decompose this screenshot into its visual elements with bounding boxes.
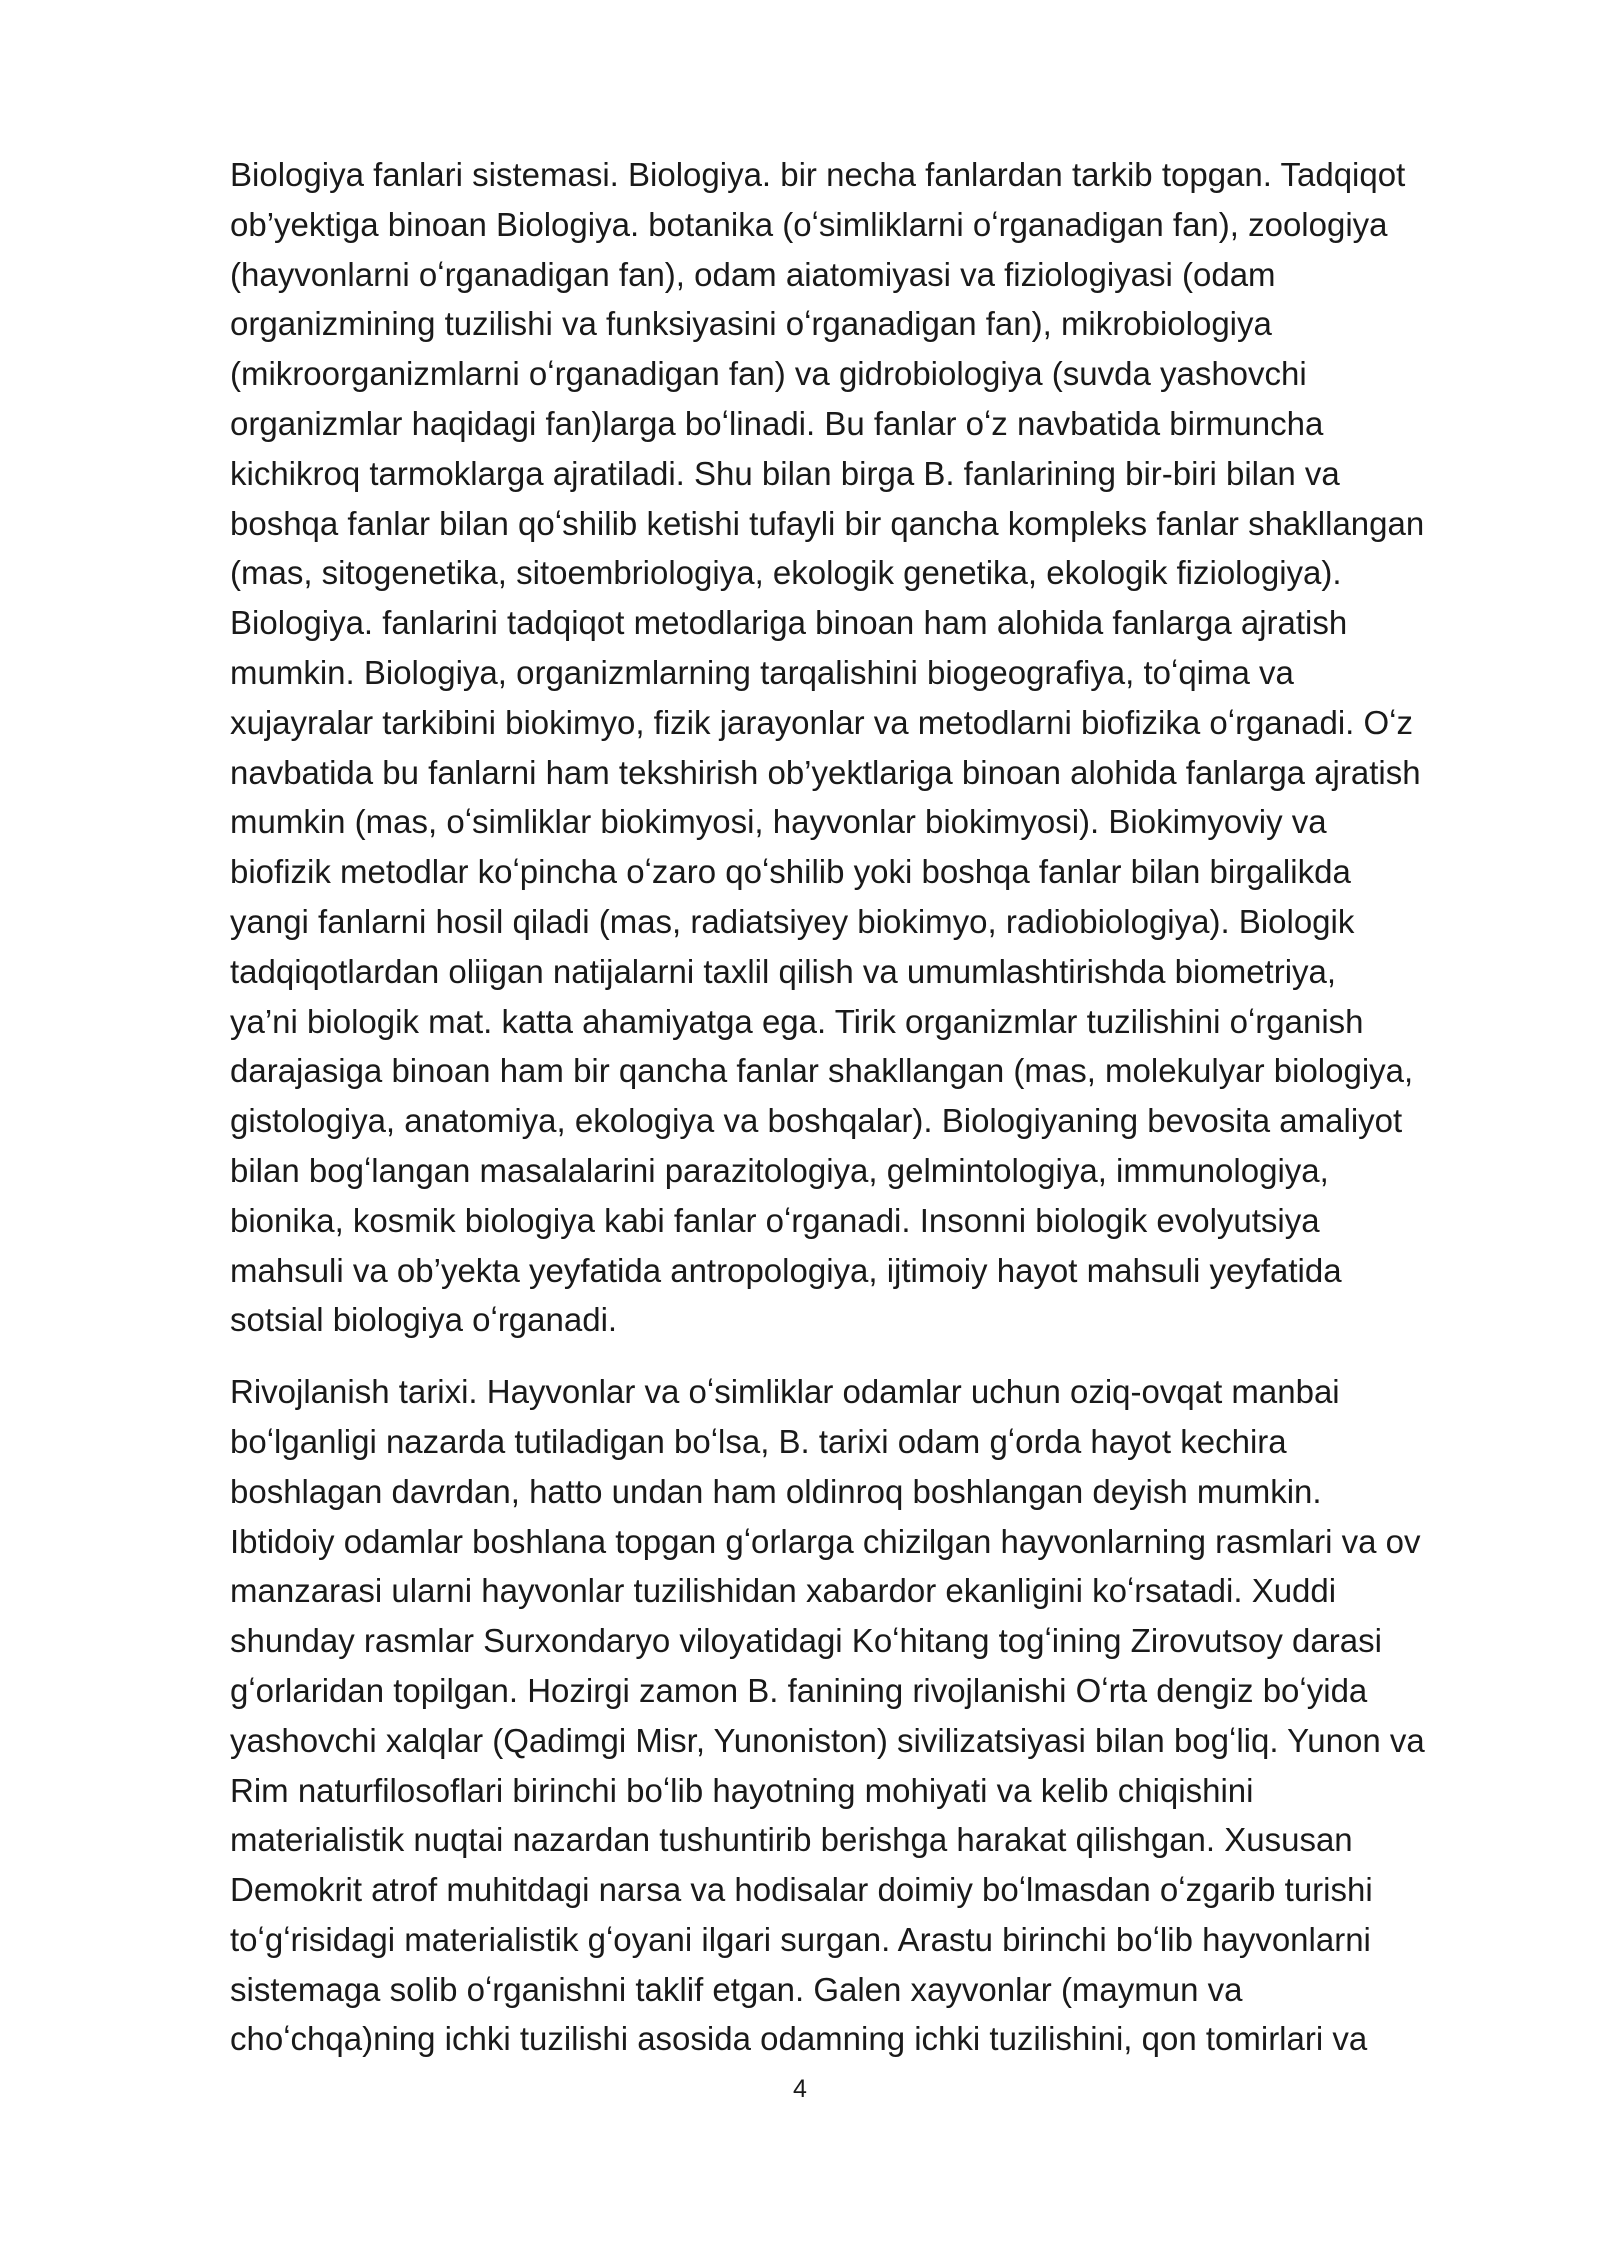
text-line: xujayralar tarkibini biokimyo, fizik jarayonlar va metodlarni biofizika oʻrganadi. Oʻz [230, 703, 1413, 741]
text-line: materialistik nuqtai nazardan tushuntirib berishga harakat qilishgan. Xususan [230, 1821, 1353, 1859]
text-line: yashovchi xalqlar (Qadimgi Misr, Yunoniston) sivilizatsiyasi bilan bogʻliq. Yunon va [230, 1721, 1425, 1759]
text-line: mahsuli va ob’yekta yeyfatida antropologiya, ijtimoiy hayot mahsuli yeyfatida [230, 1251, 1342, 1289]
page-number: 4 [793, 2075, 807, 2103]
text-line: bionika, kosmik biologiya kabi fanlar oʻrganadi. Insonni biologik evolyutsiya [230, 1201, 1320, 1239]
paragraph-biology-systems [230, 150, 1510, 1345]
text-line: biofizik metodlar koʻpincha oʻzaro qoʻshilib yoki boshqa fanlar bilan birgalikda [230, 853, 1351, 891]
text-line: ya’ni biologik mat. katta ahamiyatga ega. Tirik organizmlar tuzilishini oʻrganish [230, 1002, 1364, 1040]
text-line: bilan bogʻlangan masalalarini parazitologiya, gelmintologiya, immunologiya, [230, 1151, 1329, 1189]
text-line: (mikroorganizmlarni oʻrganadigan fan) va gidrobiologiya (suvda yashovchi [230, 355, 1307, 393]
text-line: darajasiga binoan ham bir qancha fanlar shakllangan (mas, molekulyar biologiya, [230, 1052, 1414, 1090]
text-line: ob’yektiga binoan Biologiya. botanika (oʻsimliklarni oʻrganadigan fan), zoologiya [230, 205, 1388, 243]
text-line: shunday rasmlar Surxondaryo viloyatidagi Koʻhitang togʻining Zirovutsoy darasi [230, 1622, 1382, 1660]
text-line: toʻgʻrisidagi materialistik gʻoyani ilgari surgan. Arastu birinchi boʻlib hayvonlarni [230, 1920, 1371, 1958]
text-line: Biologiya fanlari sistemasi. Biologiya. bir necha fanlardan tarkib topgan. Tadqiqot [230, 156, 1406, 193]
text-line: Biologiya. fanlarini tadqiqot metodlariga binoan ham alohida fanlarga ajratish [230, 604, 1348, 642]
text-line: gistologiya, anatomiya, ekologiya va boshqalar). Biologiyaning bevosita amaliyot [230, 1102, 1403, 1140]
text-line: sistemaga solib oʻrganishni taklif etgan. Galen xayvonlar (maymun va [230, 1970, 1243, 2008]
text-line: organizmining tuzilishi va funksiyasini oʻrganadigan fan), mikrobiologiya [230, 305, 1272, 343]
text-line: tadqiqotlardan oliigan natijalarni taxlil qilish va umumlashtirishda biometriya, [230, 952, 1337, 990]
text-line: yangi fanlarni hosil qiladi (mas, radiatsiyey biokimyo, radiobiologiya). Biologik [230, 902, 1355, 940]
text-line: boʻlganligi nazarda tutiladigan boʻlsa, B. tarixi odam gʻorda hayot kechira [230, 1422, 1287, 1460]
text-line: Rim naturfilosoflari birinchi boʻlib hayotning mohiyati va kelib chiqishini [230, 1771, 1254, 1809]
text-line: mumkin. Biologiya, organizmlarning tarqalishini biogeografiya, toʻqima va [230, 653, 1294, 691]
text-line: Ibtidoiy odamlar boshlana topgan gʻorlarga chizilgan hayvonlarning rasmlari va ov [230, 1522, 1421, 1560]
text-line: boshqa fanlar bilan qoʻshilib ketishi tufayli bir qancha kompleks fanlar shakllangan [230, 504, 1425, 542]
text-line: (mas, sitogenetika, sitoembriologiya, ekologik genetika, ekologik fiziologiya). [230, 554, 1342, 592]
text-line: sotsial biologiya oʻrganadi. [230, 1301, 618, 1339]
text-line: (hayvonlarni oʻrganadigan fan), odam aiatomiyasi va fiziologiyasi (odam [230, 255, 1276, 293]
text-line: mumkin (mas, oʻsimliklar biokimyosi, hayvonlar biokimyosi). Biokimyoviy va [230, 803, 1327, 841]
text-line: choʻchqa)ning ichki tuzilishi asosida odamning ichki tuzilishini, qon tomirlari va [230, 2020, 1368, 2058]
text-line: Demokrit atrof muhitdagi narsa va hodisalar doimiy boʻlmasdan oʻzgarib turishi [230, 1871, 1373, 1909]
document-body [230, 150, 1510, 2064]
text-line: gʻorlaridan topilgan. Hozirgi zamon B. fanining rivojlanishi Oʻrta dengiz boʻyida [230, 1671, 1368, 1709]
text-line: kichikroq tarmoklarga ajratiladi. Shu bilan birga B. fanlarining bir-biri bilan va [230, 454, 1340, 492]
text-line: Rivojlanish tarixi. Hayvonlar va oʻsimliklar odamlar uchun oziq-ovqat manbai [230, 1373, 1340, 1411]
text-line: manzarasi ularni hayvonlar tuzilishidan xabardor ekanligini koʻrsatadi. Xuddi [230, 1572, 1337, 1610]
text-line: boshlagan davrdan, hatto undan ham oldinroq boshlangan deyish mumkin. [230, 1472, 1322, 1510]
text-line: organizmlar haqidagi fan)larga boʻlinadi. Bu fanlar oʻz navbatida birmuncha [230, 404, 1324, 442]
paragraph-development-history [230, 1367, 1510, 2064]
text-line: navbatida bu fanlarni ham tekshirish ob’yektlariga binoan alohida fanlarga ajratish [230, 753, 1421, 791]
